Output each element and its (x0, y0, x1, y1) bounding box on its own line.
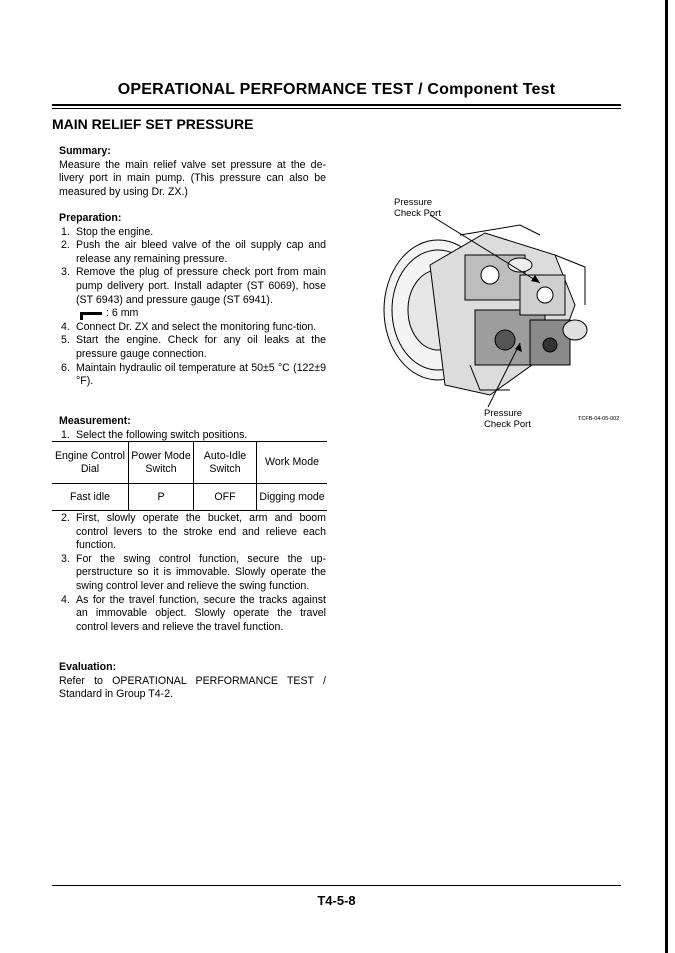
table-header: Auto-Idle Switch (194, 442, 257, 484)
hex-wrench-icon (80, 312, 102, 315)
measurement-block (59, 415, 326, 442)
summary-text: Measure the main relief valve set pressure at the de-livery port in main pump. (This pressure can also be measured by using Dr. ZX.) (59, 158, 326, 198)
list-item: 3. For the swing control function, secure the up-perstructure so it is immovable. Slowly operate the swing control lever and relieve the swing function. (61, 552, 326, 592)
preparation-steps (59, 226, 326, 389)
measurement-heading: Measurement: (59, 415, 131, 427)
list-item: 1. Select the following switch positions. (61, 428, 248, 441)
table-cell: Digging mode (257, 484, 328, 511)
summary-block (59, 145, 326, 199)
pump-illustration (370, 195, 625, 435)
list-item: 2. First, slowly operate the bucket, arm and boom control levers to the stroke end and relieve each function. (61, 512, 326, 552)
table-header: Work Mode (257, 442, 328, 484)
wrench-size: : 6 mm (106, 307, 139, 320)
header-rule-thick (52, 104, 621, 106)
summary-heading: Summary: (59, 145, 111, 157)
measurement-steps (59, 512, 326, 634)
measurement-steps-block (59, 512, 326, 634)
table-header: Engine Control Dial (52, 442, 129, 484)
list-item: 5. Start the engine. Check for any oil leaks at the pressure gauge connection. (61, 334, 326, 360)
table-cell: P (129, 484, 194, 511)
figure-label-bottom: Pressure Check Port (484, 408, 531, 430)
figure-code: TCFB-04-05-002 (578, 416, 620, 422)
evaluation-text: Refer to OPERATIONAL PERFORMANCE TEST / Standard in Group T4-2. (59, 674, 326, 701)
list-item: 2. Push the air bleed valve of the oil supply cap and release any remaining pressure. (61, 239, 326, 265)
evaluation-heading: Evaluation: (59, 661, 117, 673)
evaluation-block (59, 661, 326, 702)
list-item: 3. Remove the plug of pressure check port from main pump delivery port. Install adapter (ST 6069), hose (ST 6943) and pressure gauge (ST 6941). : 6 mm (61, 266, 326, 320)
list-item: 4. Connect Dr. ZX and select the monitoring func-tion. (61, 320, 317, 333)
preparation-heading: Preparation: (59, 212, 122, 224)
figure-label-top: Pressure Check Port (394, 197, 441, 219)
header-rule-thin (52, 108, 621, 109)
page-header-title: OPERATIONAL PERFORMANCE TEST / Component Test (117, 81, 556, 98)
table-cell: Fast idle (52, 484, 129, 511)
page-number: T4-5-8 (317, 893, 356, 908)
page-border (665, 0, 668, 953)
list-item: 1. Stop the engine. (61, 225, 154, 238)
list-item: 6. Maintain hydraulic oil temperature at 50±5 °C (122±9 °F). (61, 361, 326, 388)
main-pump-figure (370, 195, 625, 435)
list-item: 4. As for the travel function, secure the tracks against an immovable object. Slowly operate the travel control levers and relieve the travel function. (61, 593, 326, 633)
preparation-block (59, 212, 326, 389)
table-cell: OFF (194, 484, 257, 511)
switch-position-table (52, 441, 327, 511)
section-title: MAIN RELIEF SET PRESSURE (52, 116, 254, 132)
footer-rule (52, 885, 621, 886)
table-header: Power Mode Switch (129, 442, 194, 484)
